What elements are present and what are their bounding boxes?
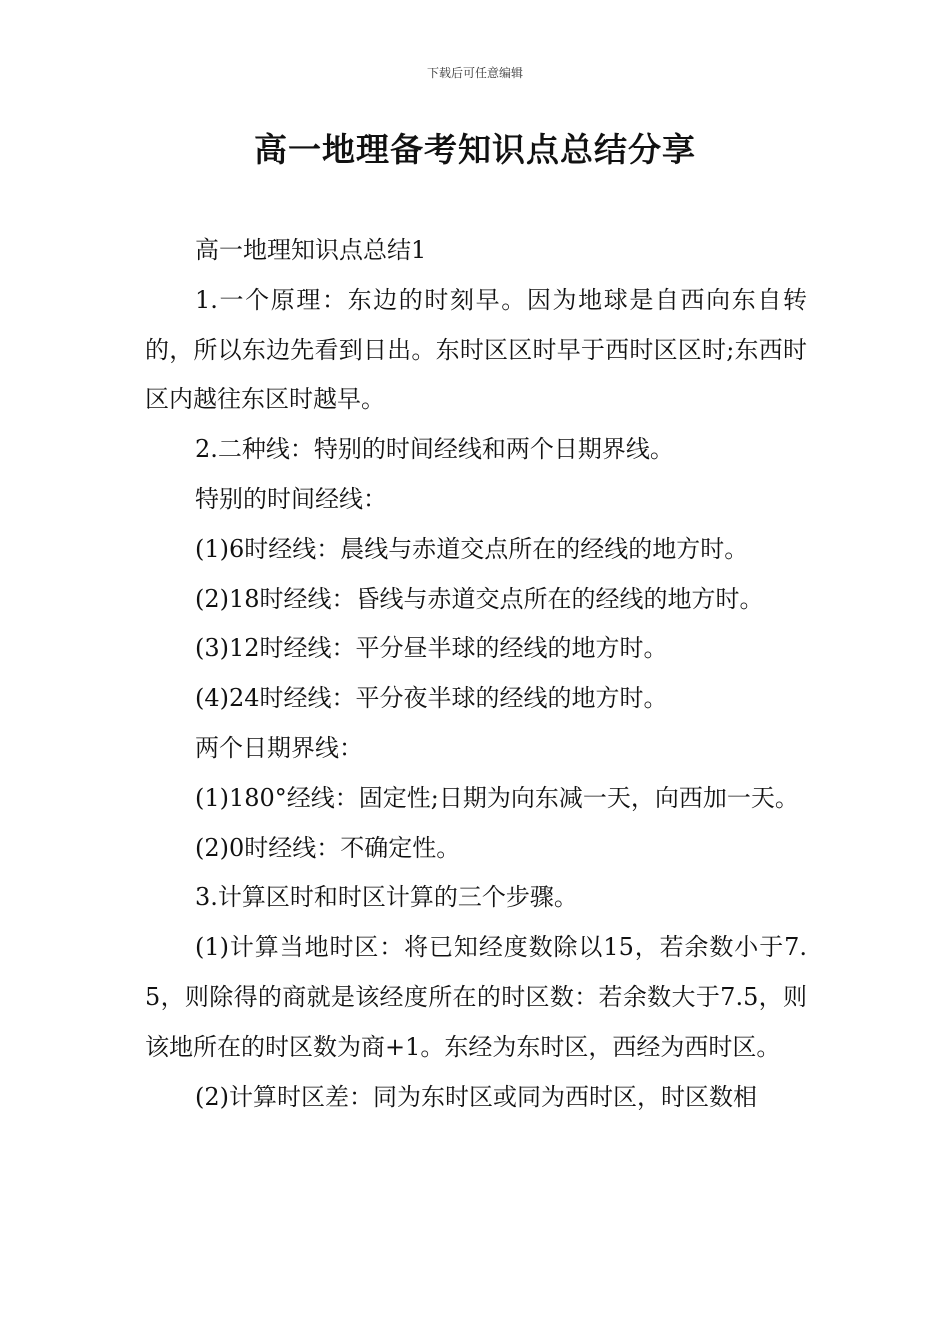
paragraph: (2)0时经线：不确定性。	[195, 833, 461, 862]
paragraph: (4)24时经线：平分夜半球的经线的地方时。	[195, 684, 668, 713]
paragraph: (1)180°经线：固定性;日期为向东减一天，向西加一天。	[195, 783, 799, 812]
paragraph: 3.计算区时和时区计算的三个步骤。	[195, 883, 578, 912]
document-body	[145, 226, 807, 1122]
paragraph: (1)6时经线：晨线与赤道交点所在的经线的地方时。	[195, 534, 749, 563]
section-heading: 高一地理知识点总结1	[195, 236, 427, 264]
paragraph: 1.一个原理：东边的时刻早。因为地球是自西向东自转的，所以东边先看到日出。东时区区时早于西时区区时;东西时区内越往东区时越早。	[145, 285, 807, 414]
paragraph: (2)计算时区差：同为东时区或同为西时区，时区数相	[195, 1082, 757, 1111]
paragraph: (3)12时经线：平分昼半球的经线的地方时。	[195, 634, 668, 663]
header-note: 下载后可任意编辑	[426, 66, 523, 80]
paragraph: 2.二种线：特别的时间经线和两个日期界线。	[195, 435, 674, 464]
paragraph: (2)18时经线：昏线与赤道交点所在的经线的地方时。	[195, 584, 764, 613]
paragraph: (1)计算当地时区：将已知经度数除以15，若余数小于7.5，则除得的商就是该经度所在的时区数：若余数大于7.5，则该地所在的时区数为商+1。东经为东时区，西经为西时区。	[145, 933, 807, 1061]
paragraph: 特别的时间经线：	[195, 484, 387, 513]
paragraph: 两个日期界线：	[195, 733, 363, 762]
document-title: 高一地理备考知识点总结分享	[254, 130, 696, 169]
